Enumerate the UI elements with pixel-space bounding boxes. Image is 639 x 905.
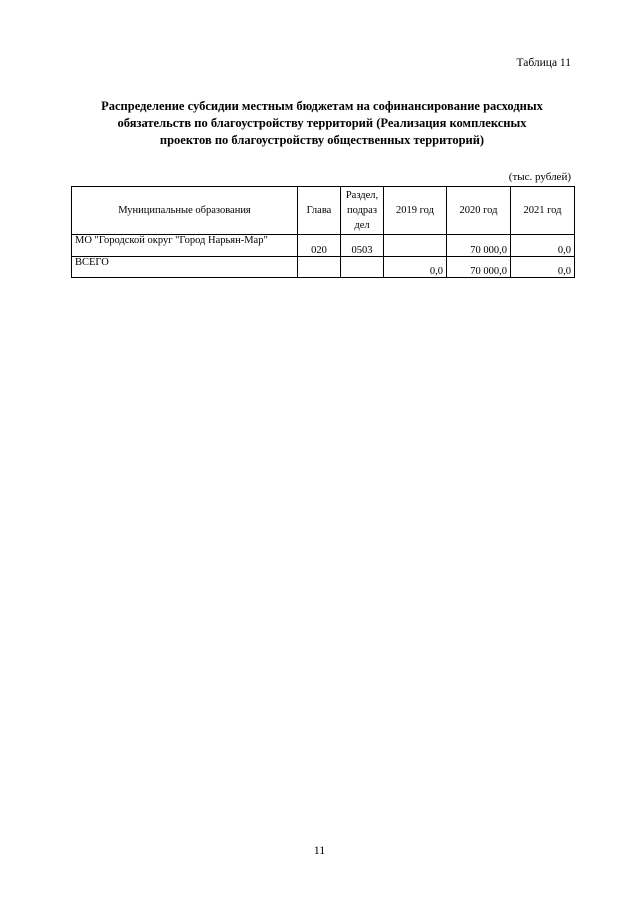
header-razdel [341, 187, 384, 235]
header-razdel-line: Раздел, [345, 190, 379, 201]
title-line: обязательств по благоустройству территорий (Реализация комплексных [117, 116, 527, 130]
cell-total-2021: 0,0 [511, 257, 575, 278]
cell-2021: 0,0 [511, 235, 575, 257]
cell-municipality: МО "Городской округ "Город Нарьян-Мар" [72, 235, 298, 257]
cell-total-glava [298, 257, 341, 278]
cell-total-razdel [341, 257, 384, 278]
cell-2020: 70 000,0 [447, 235, 511, 257]
cell-total-2019: 0,0 [384, 257, 447, 278]
title-line: Распределение субсидии местным бюджетам на софинансирование расходных [101, 99, 543, 113]
header-municipality: Муниципальные образования [72, 187, 298, 235]
cell-total-2020: 70 000,0 [447, 257, 511, 278]
page-number: 11 [313, 843, 326, 857]
header-glava: Глава [298, 187, 341, 235]
header-2020: 2020 год [447, 187, 511, 235]
subsidy-table [71, 186, 575, 278]
header-2019: 2019 год [384, 187, 447, 235]
cell-razdel: 0503 [341, 235, 384, 257]
cell-total-label: ВСЕГО [72, 257, 298, 278]
table-number-label: Таблица 11 [516, 57, 571, 69]
cell-2019 [384, 235, 447, 257]
document-title [70, 98, 574, 149]
cell-glava: 020 [298, 235, 341, 257]
title-line: проектов по благоустройству общественных территорий) [159, 133, 485, 147]
header-razdel-line: дел [354, 220, 370, 231]
table-row [72, 235, 575, 257]
table-header-row [72, 187, 575, 235]
header-razdel-line: подраз [347, 205, 377, 216]
header-2021: 2021 год [511, 187, 575, 235]
total-row [72, 257, 575, 278]
units-label: (тыс. рублей) [508, 171, 571, 183]
